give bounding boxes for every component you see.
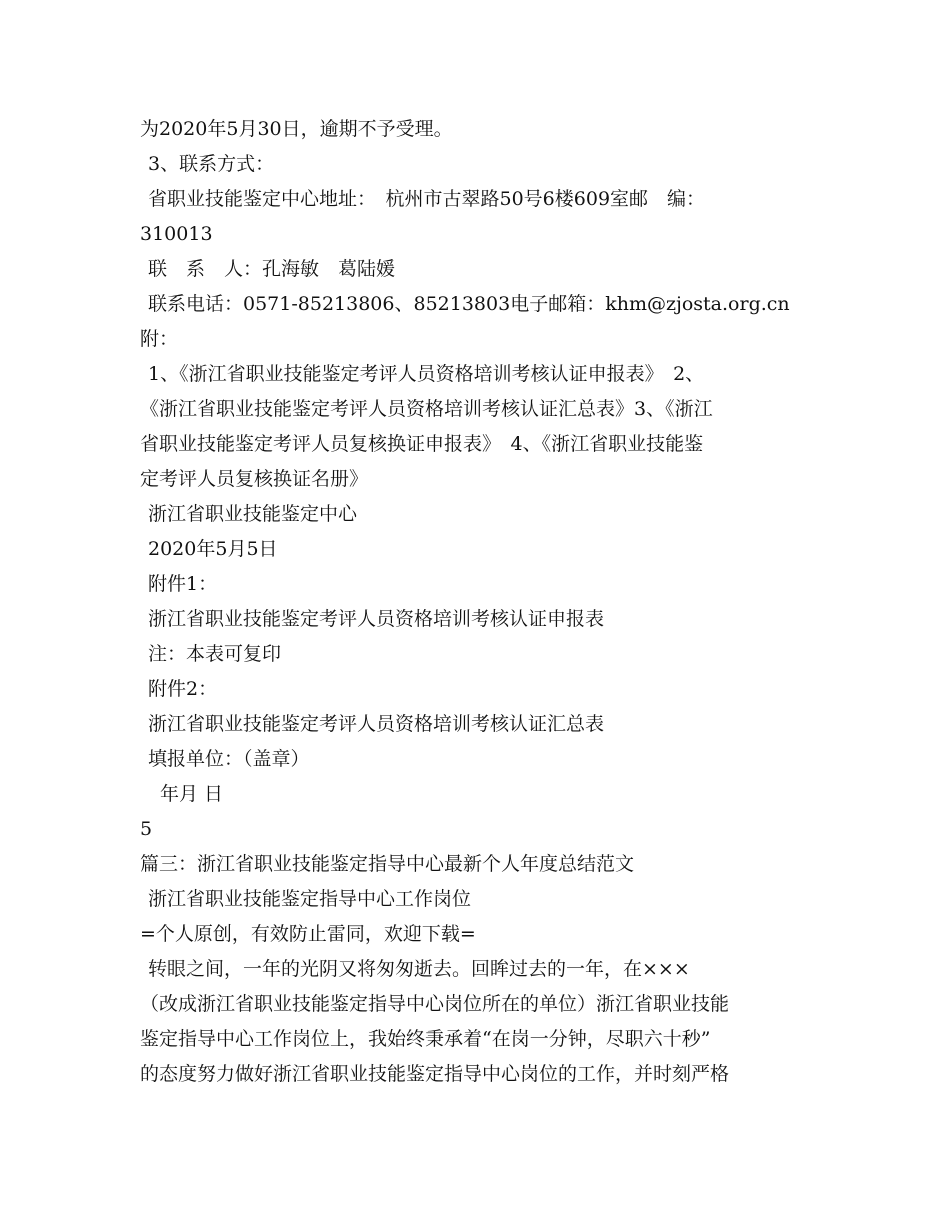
text-line: 附件2：: [148, 678, 218, 700]
text-line: 鉴定指导中心工作岗位上，我始终秉承着“在岗一分钟，尽职六十秒”: [140, 1028, 711, 1050]
text-line: 定考评人员复核换证名册》: [140, 468, 369, 490]
text-line: 的态度努力做好浙江省职业技能鉴定指导中心岗位的工作，并时刻严格: [140, 1063, 730, 1085]
text-line: 注：本表可复印: [148, 643, 282, 665]
section-heading: 篇三：浙江省职业技能鉴定指导中心最新个人年度总结范文: [140, 853, 635, 875]
text-line: 填报单位：（盖章）: [148, 748, 310, 770]
text-line: 附件1：: [148, 573, 218, 595]
text-line: 1、《浙江省职业技能鉴定考评人员资格培训考核认证申报表》 2、: [148, 363, 705, 385]
text-line: 《浙江省职业技能鉴定考评人员资格培训考核认证汇总表》3、《浙江: [140, 398, 713, 420]
text-line: 年月 日: [160, 783, 224, 805]
text-line: 附：: [140, 328, 179, 350]
text-line: 为2020年5月30日，逾期不予受理。: [140, 118, 453, 140]
text-line: 浙江省职业技能鉴定指导中心工作岗位: [148, 888, 472, 910]
text-line: 3、联系方式：: [148, 153, 275, 175]
text-line: 浙江省职业技能鉴定考评人员资格培训考核认证申报表: [148, 608, 605, 630]
text-line: 联系电话：0571-85213806、85213803电子邮箱：khm@zjosta.org.cn: [148, 293, 790, 315]
text-line: 310013: [140, 223, 213, 245]
text-line: 联 系 人：孔海敏 葛陆媛: [148, 258, 396, 280]
text-line: 2020年5月5日: [148, 538, 278, 560]
text-line: 转眼之间，一年的光阴又将匆匆逝去。回眸过去的一年，在×××: [148, 958, 690, 980]
text-line: 省职业技能鉴定中心地址： 杭州市古翠路50号6楼609室邮 编：: [148, 188, 706, 210]
text-line: 省职业技能鉴定考评人员复核换证申报表》 4、《浙江省职业技能鉴: [140, 433, 704, 455]
text-line: 浙江省职业技能鉴定考评人员资格培训考核认证汇总表: [148, 713, 605, 735]
page-number: 5: [140, 818, 153, 840]
text-line: =个人原创，有效防止雷同，欢迎下载=: [140, 923, 476, 945]
text-line: 浙江省职业技能鉴定中心: [148, 503, 358, 525]
text-line: （改成浙江省职业技能鉴定指导中心岗位所在的单位）浙江省职业技能: [140, 993, 730, 1015]
document-body: [140, 112, 820, 1092]
